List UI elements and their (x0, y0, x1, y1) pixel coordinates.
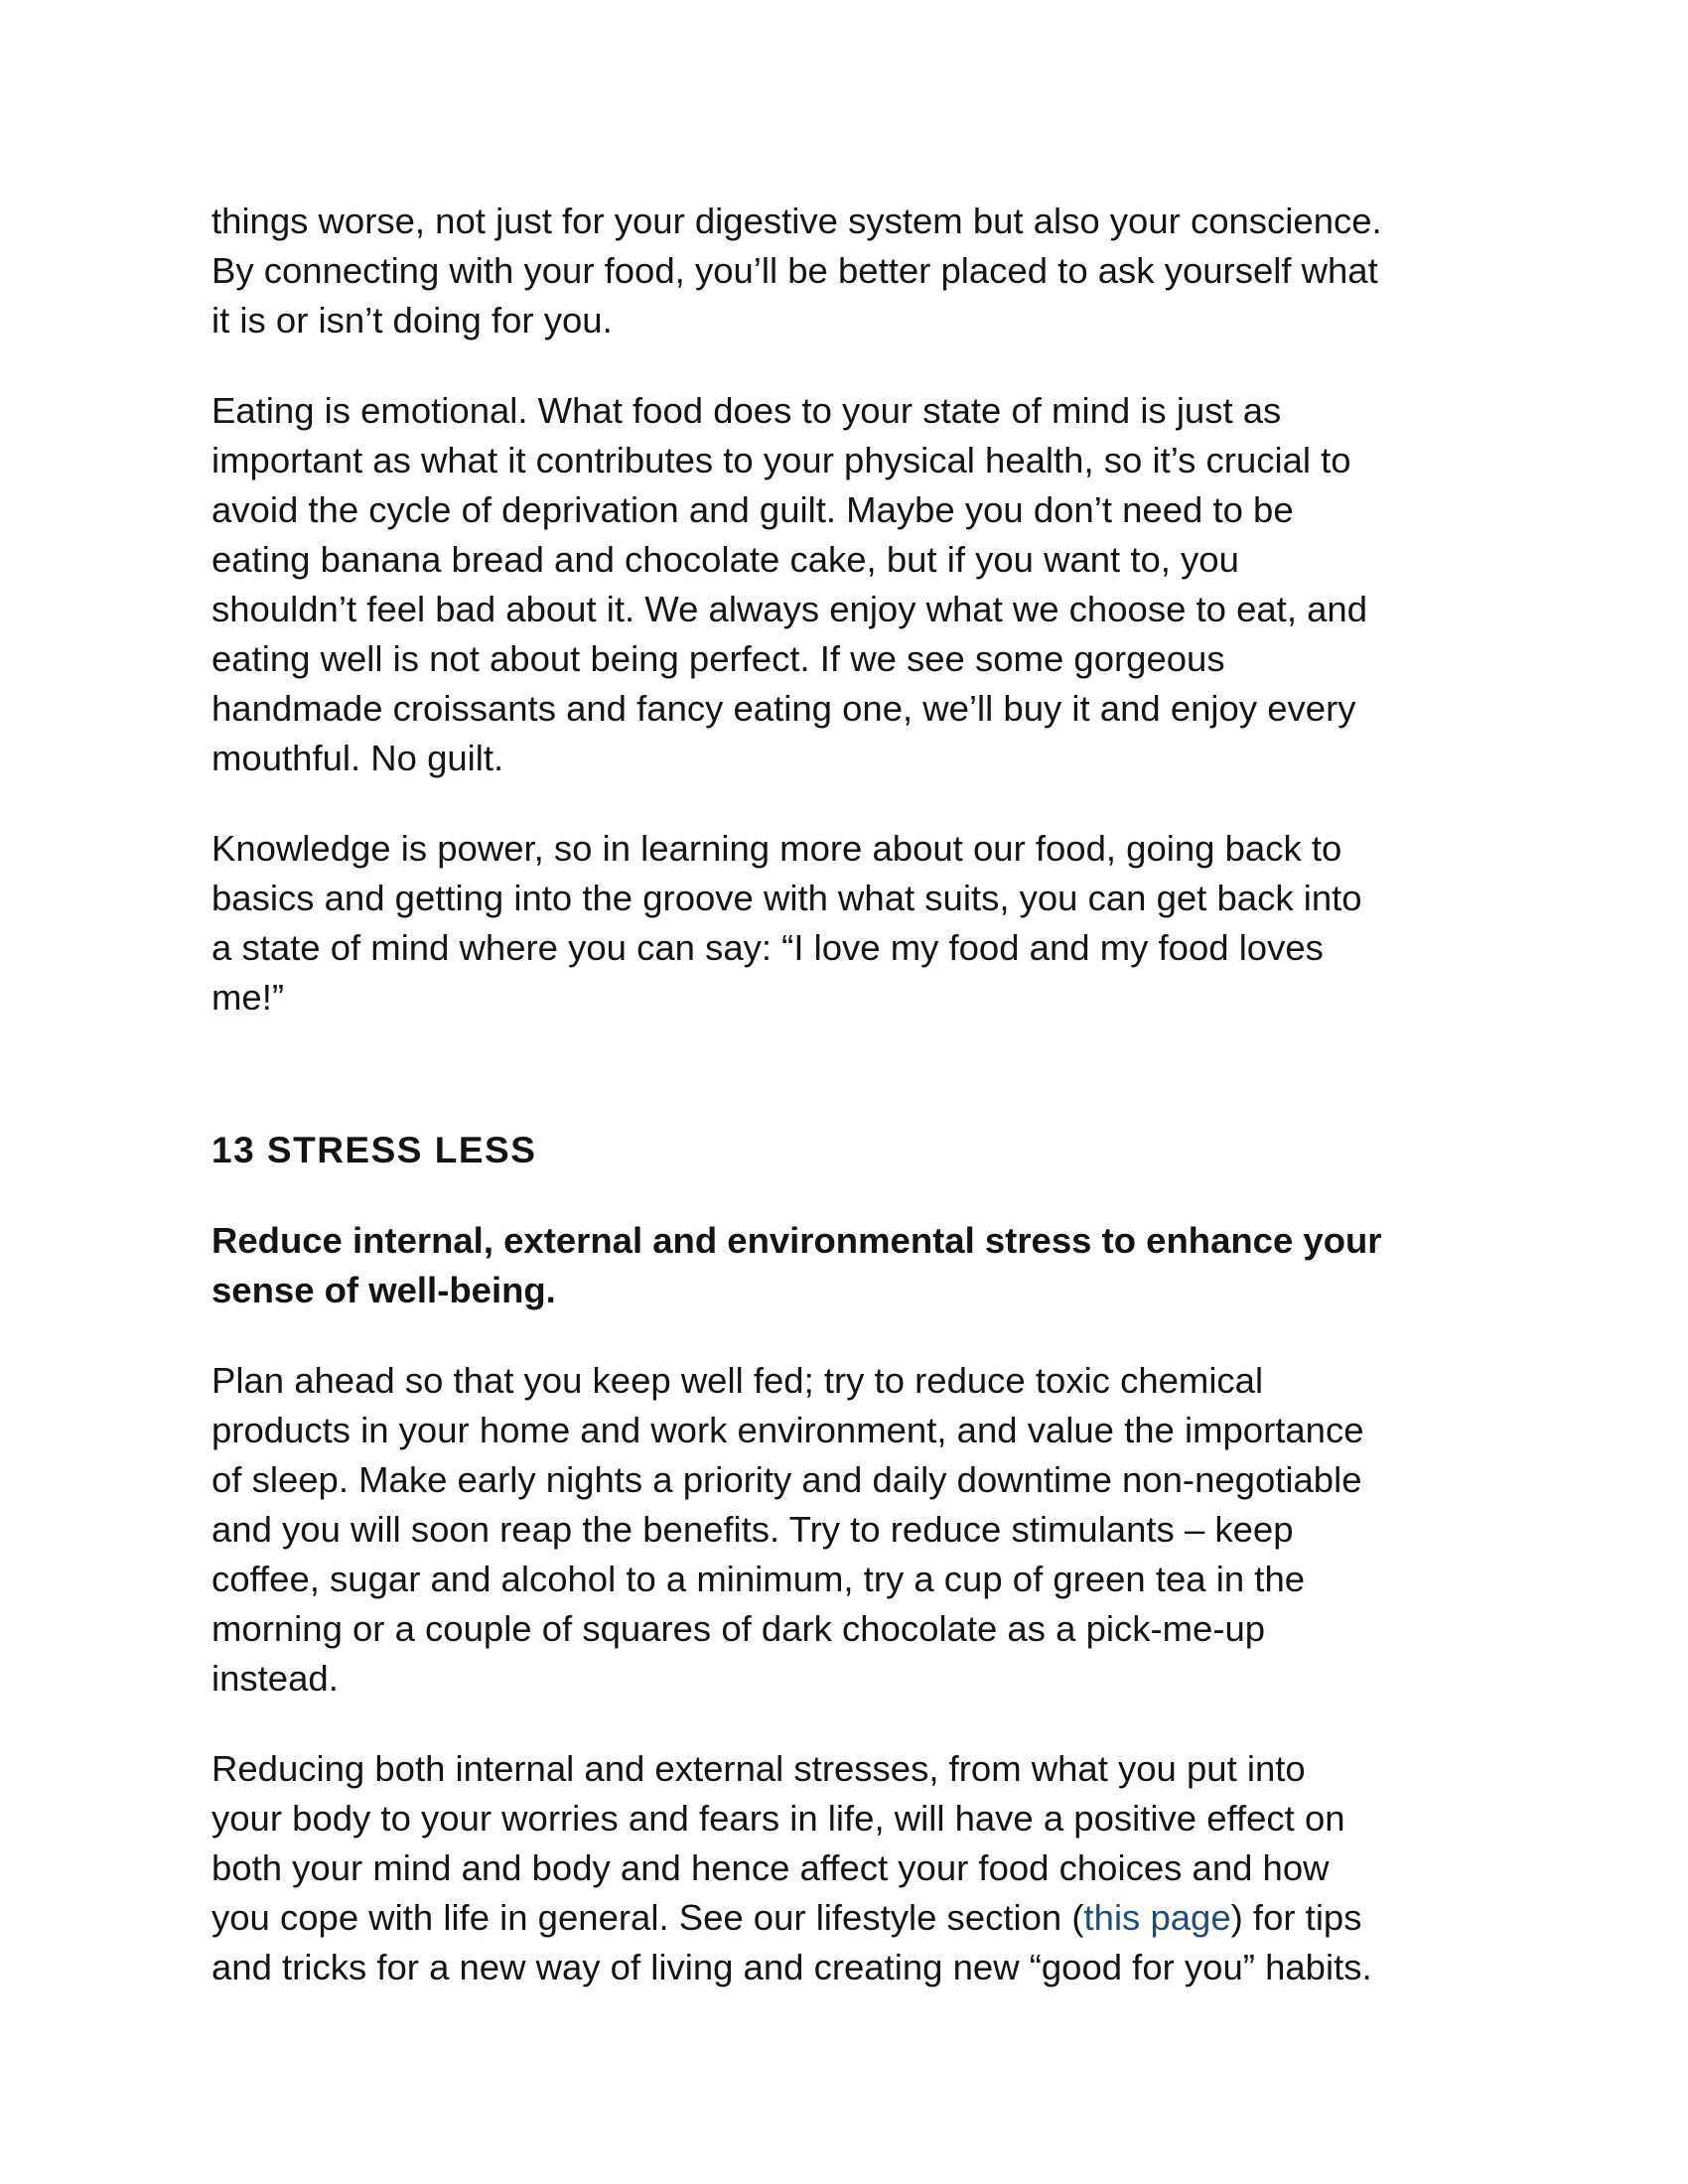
paragraph-plan-ahead (211, 1356, 1502, 1704)
text-line: instead. (211, 1658, 339, 1699)
document-page (211, 197, 1502, 2033)
text-line: and you will soon reap the benefits. Try to reduce stimulants – keep (211, 1509, 1294, 1550)
text-line: a state of mind where you can say: “I love my food and my food loves (211, 927, 1324, 968)
paragraph-knowledge (211, 824, 1502, 1023)
text-line: sense of well-being. (211, 1270, 556, 1310)
text-line: it is or isn’t doing for you. (211, 300, 613, 341)
text-line: and tricks for a new way of living and creating new “good for you” habits. (211, 1947, 1372, 1987)
paragraph-eating-emotional (211, 386, 1502, 783)
text-line: shouldn’t feel bad about it. We always enjoy what we choose to eat, and (211, 589, 1368, 629)
paragraph-reducing-stresses (211, 1744, 1502, 1992)
section-subheading (211, 1216, 1502, 1315)
text-line: your body to your worries and fears in life, will have a positive effect on (211, 1798, 1345, 1839)
text-line: things worse, not just for your digestive system but also your conscience. (211, 201, 1382, 241)
text-line: coffee, sugar and alcohol to a minimum, try a cup of green tea in the (211, 1559, 1306, 1599)
text-line: of sleep. Make early nights a priority and daily downtime non-negotiable (211, 1459, 1362, 1500)
text-line: products in your home and work environment, and value the importance (211, 1410, 1364, 1450)
text-line: morning or a couple of squares of dark chocolate as a pick-me-up (211, 1608, 1266, 1649)
text-line: Knowledge is power, so in learning more about our food, going back to (211, 828, 1342, 869)
text-line: eating well is not about being perfect. If we see some gorgeous (211, 638, 1225, 679)
text-line: important as what it contributes to your physical health, so it’s crucial to (211, 440, 1351, 480)
this-page-link[interactable]: this page (1083, 1897, 1231, 1938)
text-line: Reduce internal, external and environmental stress to enhance your (211, 1220, 1382, 1261)
text-line: eating banana bread and chocolate cake, but if you want to, you (211, 539, 1239, 580)
text-line: handmade croissants and fancy eating one, we’ll buy it and enjoy every (211, 688, 1356, 729)
text-line: mouthful. No guilt. (211, 738, 504, 778)
link-prefix: you cope with life in general. See our lifestyle section ( (211, 1897, 1084, 1938)
text-line: both your mind and body and hence affect your food choices and how (211, 1847, 1330, 1888)
text-line: Eating is emotional. What food does to your state of mind is just as (211, 390, 1282, 431)
text-line: me!” (211, 977, 284, 1018)
text-line: By connecting with your food, you’ll be better placed to ask yourself what (211, 250, 1378, 291)
text-line: Plan ahead so that you keep well fed; try to reduce toxic chemical (211, 1360, 1264, 1401)
link-suffix: ) for tips (1230, 1897, 1362, 1938)
section-heading: 13 STRESS LESS (211, 1130, 537, 1170)
paragraph-conscience (211, 197, 1502, 345)
text-line: avoid the cycle of deprivation and guilt. Maybe you don’t need to be (211, 489, 1294, 530)
text-line: Reducing both internal and external stresses, from what you put into (211, 1748, 1306, 1789)
text-line-with-link (211, 1893, 1502, 1943)
text-line: basics and getting into the groove with what suits, you can get back into (211, 878, 1362, 918)
